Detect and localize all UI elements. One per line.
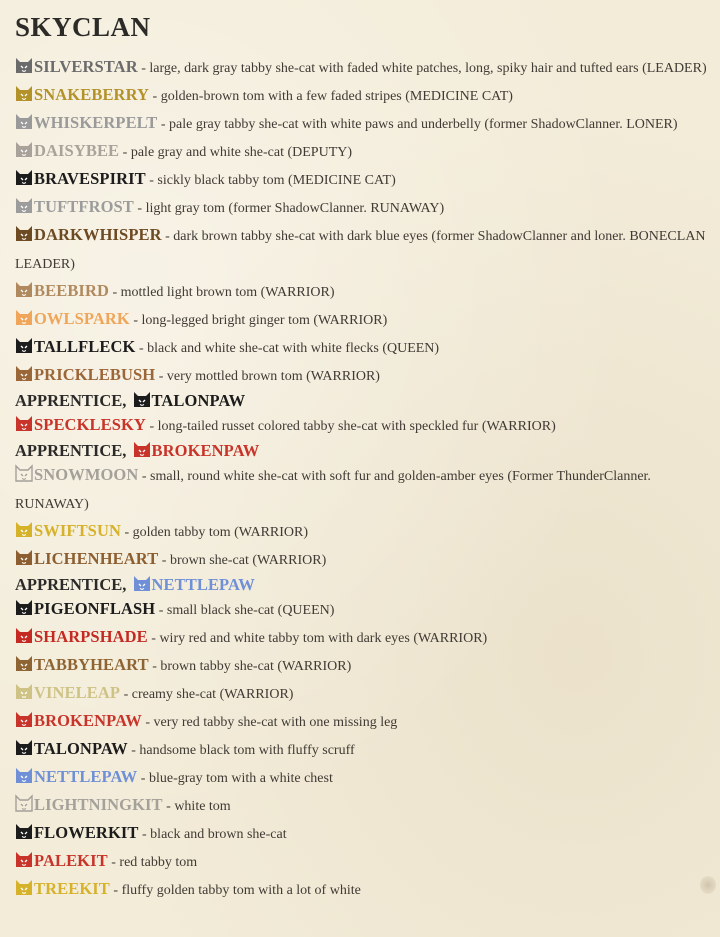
cat-head-icon [15, 878, 33, 896]
member-description: - brown tabby she-cat (WARRIOR) [148, 659, 352, 674]
member-entry [15, 166, 714, 194]
cat-head-icon [15, 464, 33, 482]
member-name: TALLFLECK [34, 337, 136, 356]
apprentice-name: TALONPAW [151, 391, 246, 410]
cat-head-icon [15, 598, 33, 616]
member-name: SPECKLESKY [34, 415, 146, 434]
member-name: BROKENPAW [34, 711, 142, 730]
member-description: - golden-brown tom with a few faded stripes (MEDICINE CAT) [149, 89, 513, 104]
member-name: FLOWERKIT [34, 823, 139, 842]
apprentice-label: APPRENTICE, [15, 575, 127, 594]
member-entry [15, 596, 714, 624]
member-entry [15, 792, 714, 820]
cat-head-icon [15, 682, 33, 700]
cat-head-icon [15, 84, 33, 102]
member-name: LICHENHEART [34, 549, 159, 568]
cat-head-icon [15, 794, 33, 812]
member-entry [15, 82, 714, 110]
member-description: - handsome black tom with fluffy scruff [127, 743, 355, 758]
paper-stain [700, 876, 716, 894]
cat-head-icon [15, 308, 33, 326]
member-description: - sickly black tabby tom (MEDICINE CAT) [145, 173, 396, 188]
member-entry [15, 54, 714, 82]
member-entry [15, 736, 714, 764]
member-name: WHISKERPELT [34, 113, 158, 132]
member-description: - small, round white she-cat with soft fur and golden-amber eyes (Former ThunderClanner. RUNAWAY) [15, 469, 651, 512]
member-description: - golden tabby tom (WARRIOR) [121, 525, 309, 540]
member-entry [15, 680, 714, 708]
member-entry [15, 222, 714, 278]
member-entry [15, 518, 714, 546]
member-name: LIGHTNINGKIT [34, 795, 163, 814]
cat-head-icon [15, 766, 33, 784]
member-entry [15, 462, 714, 518]
apprentice-line [15, 440, 714, 462]
member-name: TREEKIT [34, 879, 110, 898]
member-description: - mottled light brown tom (WARRIOR) [108, 285, 335, 300]
member-name: DAISYBEE [34, 141, 120, 160]
cat-head-icon [15, 336, 33, 354]
cat-head-icon [15, 822, 33, 840]
member-list [15, 54, 714, 904]
member-description: - large, dark gray tabby she-cat with faded white patches, long, spiky hair and tufted ears (LEADER) [137, 61, 707, 76]
member-name: BEEBIRD [34, 281, 109, 300]
member-name: BRAVESPIRIT [34, 169, 146, 188]
member-name: NETTLEPAW [34, 767, 138, 786]
cat-head-icon [15, 364, 33, 382]
apprentice-name: NETTLEPAW [151, 575, 255, 594]
cat-head-icon [15, 654, 33, 672]
member-description: - small black she-cat (QUEEN) [155, 603, 335, 618]
member-description: - red tabby tom [107, 855, 198, 870]
member-description: - black and brown she-cat [138, 827, 287, 842]
member-entry [15, 138, 714, 166]
apprentice-label: APPRENTICE, [15, 441, 127, 460]
member-name: OWLSPARK [34, 309, 130, 328]
cat-head-icon [133, 390, 151, 408]
member-description: - black and white she-cat with white flecks (QUEEN) [135, 341, 440, 356]
clan-title: SKYCLAN [15, 12, 151, 42]
cat-head-icon [15, 140, 33, 158]
member-description: - white tom [162, 799, 231, 814]
cat-head-icon [15, 112, 33, 130]
member-name: SNOWMOON [34, 465, 139, 484]
member-description: - pale gray tabby she-cat with white paws and underbelly (former ShadowClanner. LONER) [157, 117, 678, 132]
member-name: TUFTFROST [34, 197, 134, 216]
cat-head-icon [15, 850, 33, 868]
member-description: - long-legged bright ginger tom (WARRIOR) [129, 313, 388, 328]
member-description: - pale gray and white she-cat (DEPUTY) [119, 145, 353, 160]
apprentice-line [15, 390, 714, 412]
member-description: - very red tabby she-cat with one missing leg [141, 715, 398, 730]
member-entry [15, 652, 714, 680]
apprentice-line [15, 574, 714, 596]
member-description: - creamy she-cat (WARRIOR) [120, 687, 294, 702]
cat-head-icon [133, 574, 151, 592]
member-name: SHARPSHADE [34, 627, 148, 646]
cat-head-icon [15, 168, 33, 186]
member-name: SILVERSTAR [34, 57, 138, 76]
cat-head-icon [15, 224, 33, 242]
member-description: - wiry red and white tabby tom with dark eyes (WARRIOR) [147, 631, 488, 646]
member-name: TABBYHEART [34, 655, 149, 674]
member-name: VINELEAP [34, 683, 121, 702]
cat-head-icon [15, 520, 33, 538]
member-entry [15, 820, 714, 848]
member-description: - long-tailed russet colored tabby she-cat with speckled fur (WARRIOR) [145, 419, 556, 434]
member-entry [15, 412, 714, 440]
member-entry [15, 848, 714, 876]
cat-head-icon [133, 440, 151, 458]
cat-head-icon [15, 196, 33, 214]
member-description: - dark brown tabby she-cat with dark blue eyes (former ShadowClanner and loner. BONECLAN LEADER) [15, 229, 706, 272]
cat-head-icon [15, 280, 33, 298]
member-name: SWIFTSUN [34, 521, 121, 540]
member-name: PRICKLEBUSH [34, 365, 156, 384]
cat-head-icon [15, 56, 33, 74]
cat-head-icon [15, 548, 33, 566]
apprentice-name: BROKENPAW [151, 441, 260, 460]
member-entry [15, 110, 714, 138]
member-entry [15, 278, 714, 306]
member-entry [15, 362, 714, 390]
member-name: PALEKIT [34, 851, 108, 870]
member-entry [15, 708, 714, 736]
member-description: - fluffy golden tabby tom with a lot of white [109, 883, 361, 898]
member-entry [15, 194, 714, 222]
member-entry [15, 546, 714, 574]
member-entry [15, 334, 714, 362]
member-entry [15, 876, 714, 904]
apprentice-label: APPRENTICE, [15, 391, 127, 410]
cat-head-icon [15, 738, 33, 756]
member-description: - very mottled brown tom (WARRIOR) [155, 369, 380, 384]
member-name: DARKWHISPER [34, 225, 162, 244]
cat-head-icon [15, 414, 33, 432]
cat-head-icon [15, 710, 33, 728]
member-name: SNAKEBERRY [34, 85, 150, 104]
member-entry [15, 624, 714, 652]
member-description: - blue-gray tom with a white chest [137, 771, 333, 786]
member-description: - brown she-cat (WARRIOR) [158, 553, 327, 568]
cat-head-icon [15, 626, 33, 644]
member-name: PIGEONFLASH [34, 599, 156, 618]
member-name: TALONPAW [34, 739, 128, 758]
member-entry [15, 306, 714, 334]
member-description: - light gray tom (former ShadowClanner. RUNAWAY) [133, 201, 445, 216]
member-entry [15, 764, 714, 792]
